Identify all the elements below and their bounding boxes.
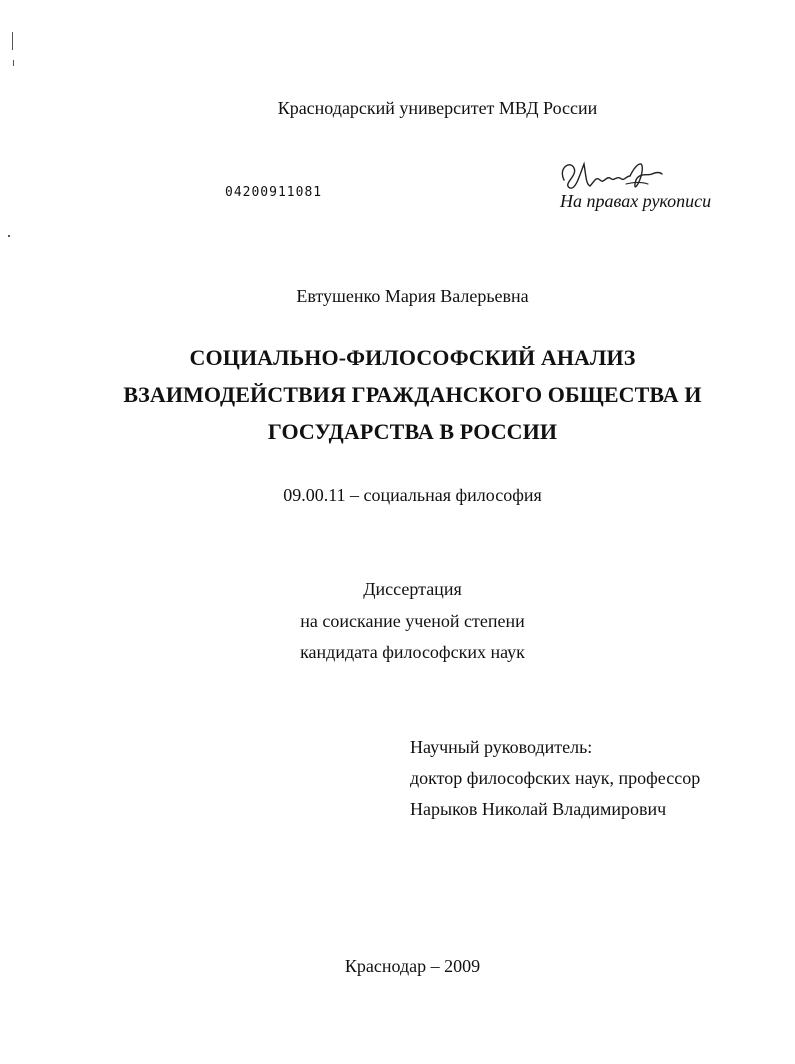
registry-number: 04200911081 xyxy=(225,185,323,200)
title-line-2: ВЗАИМОДЕЙСТВИЯ ГРАЖДАНСКОГО ОБЩЕСТВА И xyxy=(123,382,702,407)
place-and-year: Краснодар – 2009 xyxy=(344,956,481,976)
institution-name: Краснодарский университет МВД России xyxy=(277,98,598,118)
degree-line-1: Диссертация xyxy=(363,579,462,599)
specialty-code: 09.00.11 – социальная философия xyxy=(283,485,542,505)
title-line-3: ГОСУДАРСТВА В РОССИИ xyxy=(267,419,558,444)
scan-mark-left xyxy=(8,235,10,237)
author-name: Евтушенко Мария Валерьевна xyxy=(296,286,529,306)
scan-mark-mid xyxy=(13,60,14,66)
supervisor-label: Научный руководитель: xyxy=(410,737,593,757)
degree-line-2: на соискание ученой степени xyxy=(300,611,525,631)
manuscript-status: На правах рукописи xyxy=(560,191,712,211)
supervisor-name: Нарыков Николай Владимирович xyxy=(410,799,667,819)
degree-line-3: кандидата философских наук xyxy=(300,642,525,662)
supervisor-degree: доктор философских наук, профессор xyxy=(410,768,701,788)
title-line-1: СОЦИАЛЬНО-ФИЛОСОФСКИЙ АНАЛИЗ xyxy=(189,345,636,370)
scan-mark-top xyxy=(12,32,13,50)
